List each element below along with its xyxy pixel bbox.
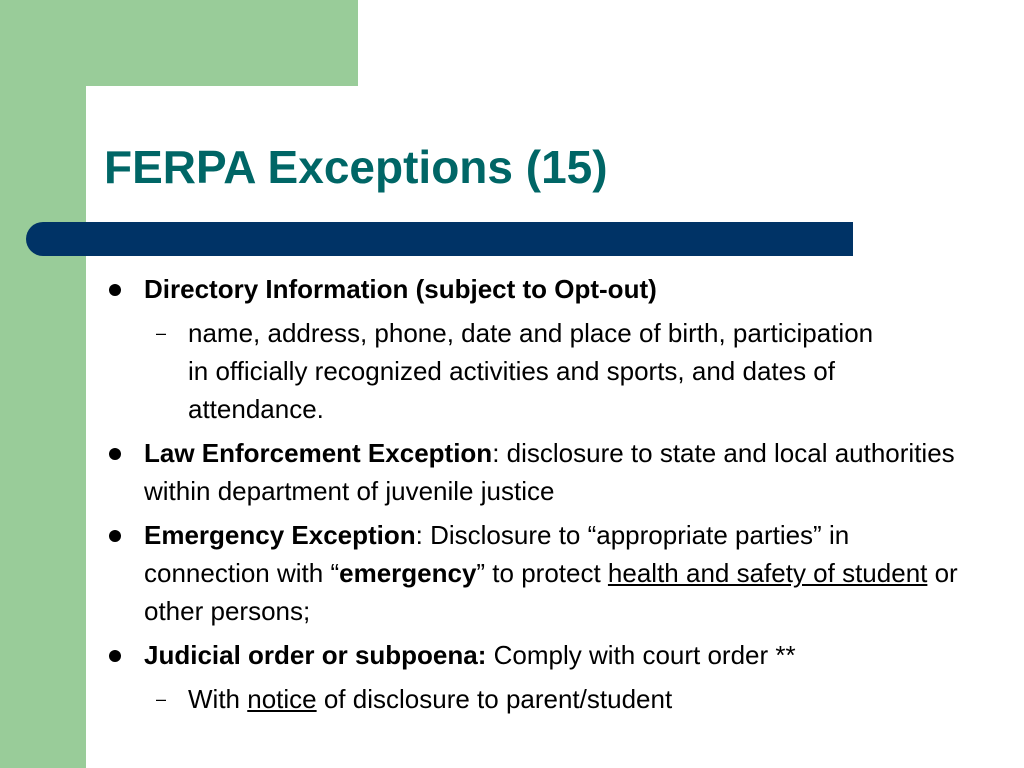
bullet-heading: Judicial order or subpoena: [144,640,487,670]
green-top-band [0,0,358,86]
sub-bullet-text: With [188,684,248,714]
bullet-dot-icon [109,530,121,542]
bullet-text: or other persons; [144,558,958,626]
dash-icon: – [156,689,167,709]
notice-underlined: notice [247,684,317,714]
emergency-term: emergency [339,558,477,588]
bullet-heading: Law Enforcement Exception [144,438,493,468]
bullet-heading: Emergency Exception [144,520,416,550]
bullet-law-enforcement [104,434,964,510]
bullet-heading: Directory Information (subject to Opt-out) [144,274,657,304]
health-safety-underlined: health and safety of student [607,558,928,588]
sub-bullet-notice [104,680,888,718]
bullet-text: ” to protect [476,558,608,588]
sub-bullet-text: of disclosure to parent/student [316,684,673,714]
bullet-emergency [104,516,964,630]
slide-title: FERPA Exceptions (15) [104,141,608,193]
sub-bullet-directory-details [104,314,888,428]
green-side-band [0,0,86,768]
dash-icon: – [156,323,167,343]
bullet-dot-icon [109,650,121,662]
bullet-judicial-order [104,636,964,674]
bullet-dot-icon [109,448,121,460]
bullet-text: : disclosure to state and local authorities within department of juvenile justice [144,438,955,506]
bullet-text: Comply with court order ** [486,640,796,670]
sub-bullet-text: name, address, phone, date and place of birth, participation in officially recognized activities and sports, and dates of attendance. [188,318,874,424]
title-underline-bar [26,222,853,256]
bullet-text: : Disclosure to “appropriate parties” in connection with “ [144,520,850,588]
bullet-directory-information [104,270,964,308]
bullet-list [104,270,964,724]
bullet-dot-icon [109,284,121,296]
